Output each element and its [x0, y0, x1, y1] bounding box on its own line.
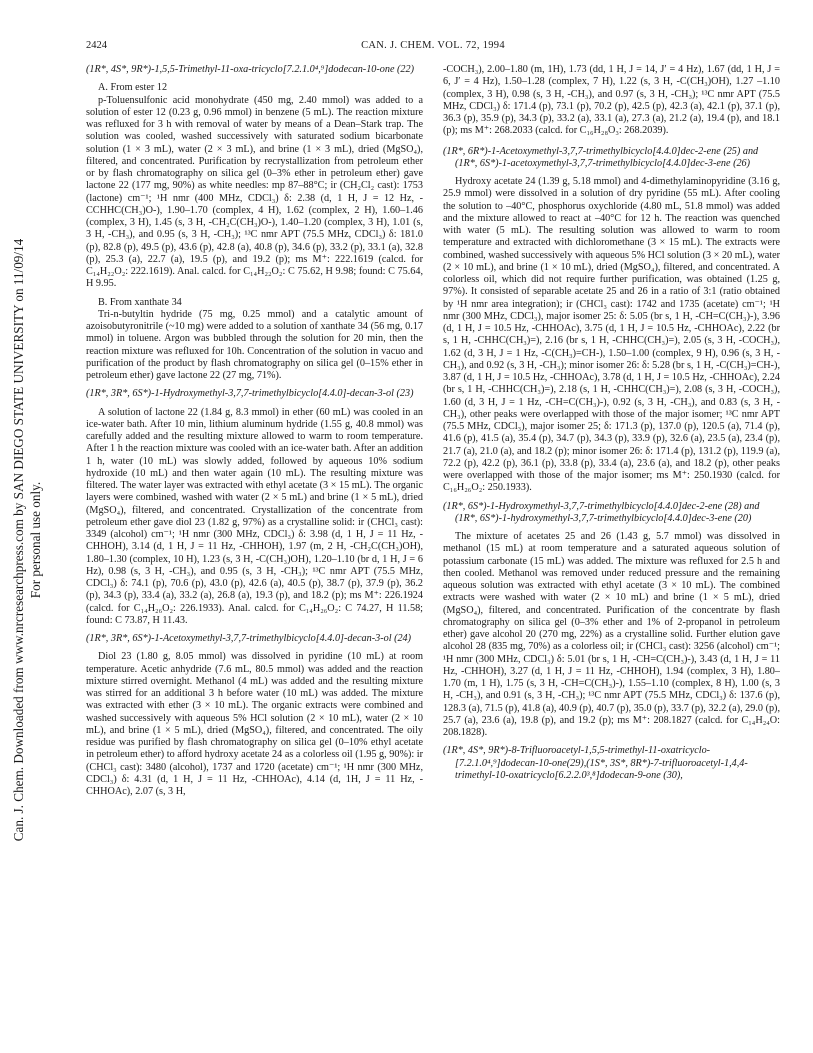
- page-header: [86, 40, 780, 58]
- compound-28-20-title: (1R*, 6S*)-1-Hydroxymethyl-3,7,7-trimethylbicyclo[4.4.0]dec-2-ene (28) and (1R*, 6S*)-1-hydroxymethyl-3,7,7-trimethylbicyclo[4.4.0]dec-3-ene (20): [443, 500, 760, 524]
- method-a-heading: A. From ester 12: [98, 82, 168, 94]
- right-column: [443, 64, 780, 1036]
- compound-28-20-paragraph: The mixture of acetates 25 and 26 (1.43 g, 5.7 mmol) was dissolved in methanol (15 mL) at room temperature and a saturated aqueous solution of potassium carbonate (15 mL) was added. The mixture was refluxed for 2.5 h and then cooled. Methanol was removed under reduced pressure and the remaining aqueous solution was extracted with ethyl acetate (3 × 10 mL). The combined extracts were washed with water (2 × 10 mL) and brine (1 × 5 mL), dried (MgSO₄), filtered, and concentrated. Purification of the concentrate by flash chromatography on silica gel (0–3% ether and 1% of 2-propanol in petroleum ether) gave alcohol 20 (270 mg, 22%) as a crystalline solid. Further elution gave alcohol 28 (835 mg, 70%) as a colorless oil; ir (CHCl₃ cast): 3256 (alcohol) cm⁻¹; ¹H nmr (300 MHz, CDCl₃) δ: 5.01 (br s, 1 H, -CH=C(CH₃)-), 3.43 (d, 1 H, J = 11 Hz, -CHHOH), 3.27 (d, 1 H, J = 11 Hz, -CHHOH), 1.94 (complex, 3 H), 1.80–1.70 (m, 1 H), 1.75 (s, 3 H, -CH=C(CH₃)-), 1.55–1.10 (complex, 8 H), 1.00 (s, 3 H, -CH₃), and 0.91 (s, 3 H, -CH₃); ¹³C nmr APT (75.5 MHz, CDCl₃) δ: 137.6 (p), 128.3 (a), 71.5 (p), 41.8 (a), 40.9 (p), 40.7 (p), 35.0 (p), 33.7 (p), 32.2 (a), 29.0 (p), 25.7 (a), 23.6 (a), 19.8 (p), and 19.2 (p); ms M⁺: 208.1827 (calcd. for C₁₄H₂₄O: 208.1828).: [443, 531, 780, 738]
- left-column: [86, 64, 423, 1036]
- compound-23-paragraph: A solution of lactone 22 (1.84 g, 8.3 mmol) in ether (60 mL) was cooled in an ice-water bath. After 10 min, lithium aluminum hydride (1.55 g, 40.8 mmol) was carefully added and the resulting mixture allowed to warm to room temperature. After 1 h the reaction mixture was cooled with an ice-water bath. After an addition 1 h, water (10 mL) was slowly added, followed by aqueous 10% sodium hydroxide (10 mL) and then water again (10 mL). The resulting mixture was filtered. The water layer was extracted with ethyl acetate (3 × 15 mL). The organic layers were combined, washed with water (2 × 5 mL) and brine (1 × 5 mL), dried (MgSO₄), filtered, and concentrated. Crystallization of the concentrate from petroleum ether gave diol 23 (1.82 g, 97%) as a crystalline solid: ir (CHCl₃ cast): 3349 (alcohol) cm⁻¹; ¹H nmr (300 MHz, CDCl₃) δ: 3.98 (d, 1 H, J = 11 Hz, -CHHOH), 3.14 (d, 1 H, J = 11 Hz, -CHHOH), 1.97 (m, 2 H, -CH₂C(CH₃)OH), 1.80–1.30 (complex, 10 H), 1.23 (s, 3 H, -C(CH₃)OH), 1.20–1.10 (br d, 1 H, J = 6 Hz), 0.98 (s, 3 H, -CH₃), and 0.95 (s, 3 H, -CH₃); ¹³C nmr APT (75.5 MHz, CDCl₃) δ: 74.1 (p), 70.6 (p), 43.0 (p), 42.6 (a), 40.5 (p), 38.7 (p), 37.9 (p), 36.2 (p), 34.3 (p), 33.4 (a), 33.2 (a), 26.8 (a), 19.3 (p), and 18.2 (p); ms M⁺: 226.1924 (calcd. for C₁₄H₂₆O₂: 226.1933). Anal. calcd. for C₁₄H₂₆O₂: C 74.27, H 11.58; found: C 73.87, H 11.43.: [86, 406, 423, 626]
- method-b-paragraph: Tri-n-butyltin hydride (75 mg, 0.25 mmol) and a catalytic amount of azoisobutyronitrile (~10 mg) were added to a solution of xanthate 34 (56 mg, 0.17 mmol) in toluene. Argon was bubbled through the solution for 20 min, then the reaction mixture was refluxed for 10h. Concentration of the solution in vacuo and purification of the product by flash chromatography on silica gel (0–15% ether in petroleum ether) gave lactone 22 (27 mg, 71%).: [86, 308, 423, 381]
- method-a-paragraph: p-Toluensulfonic acid monohydrate (450 mg, 2.40 mmol) was added to a solution of ester 12 (0.23 g, 0.96 mmol) in benzene (5 mL). The reaction mixture was refluxed for 3 h with removal of water by means of a Dean–Stark trap. The solution was cooled, washed successively with saturated sodium bicarbonate solution (1 × 3 mL), water (2 × 3 mL), and brine (1 × 3 mL), dried (MgSO₄), filtered, and concentrated. Purification by recrystallization from petroleum ether or by flash chromatography on silica gel (0–3% ether in petroleum ether) gave lactone 22 (177 mg, 90%) as white needles: mp 87–88°C; ir (CH₂Cl₂ cast): 1753 (lactone) cm⁻¹; ¹H nmr (400 MHz, CDCl₃) δ: 2.38 (d, 1 H, J = 12 Hz, -CCHHC(CH₃)O-), 1.90–1.70 (complex, 4 H), 1.62 (complex, 2 H), 1.60–1.46 (complex, 3 H), 1.45 (s, 3 H, -CH₂C(CH₃)O-), 1.40–1.20 (complex, 3 H), 1.01 (s, 3 H, -CH₃), and 0.95 (s, 3 H, -CH₃); ¹³C nmr APT (75.5 MHz, CDCl₃) δ: 181.0 (p), 82.8 (p), 49.5 (p), 43.6 (p), 42.8 (a), 40.8 (p), 34.6 (p), 33.2 (p), 33.1 (a), 32.8 (p), 25.3 (a), 22.7 (a), 19.5 (p), and 19.2 (p); ms M⁺: 222.1619 (calcd. for C₁₄H₂₂O₂: 222.1619). Anal. calcd. for C₁₄H₂₂O₂: C 75.62, H 9.98; found: C 75.64, H 9.95.: [86, 94, 423, 290]
- compound-29-30-title: (1R*, 4S*, 9R*)-8-Trifluoroacetyl-1,5,5-trimethyl-11-oxatricyclo-[7.2.1.0⁴,⁹]dodecan-10-one(29),(1S*, 3S*, 8R*)-7-trifluoroacetyl-1,4,4-trimethyl-10-oxatricyclo[6.2.2.0³,⁸]dodecan-9-one (30),: [443, 745, 748, 781]
- compound-24-paragraph-continued: -COCH₃), 2.00–1.80 (m, 1H), 1.73 (dd, 1 H, J = 14, J′ = 4 Hz), 1.67 (dd, 1 H, J = 6, J′ = 4 Hz), 1.50–1.28 (complex, 7 H), 1.22 (s, 3 H, -C(CH₃)OH), 1.27 –1.10 (complex, 3 H), 0.98 (s, 3 H, -CH₃), and 0.97 (s, 3 H, -CH₃); ¹³C nmr APT (75.5 MHz, CDCl₃) δ: 171.4 (p), 73.1 (p), 70.2 (p), 42.5 (p), 42.3 (a), 42.1 (p), 37.1 (p), 36.3 (p), 35.9 (p), 34.3 (p), 33.2 (a), 33.1 (a), 27.3 (a), 21.2 (a), 19.4 (p), and 18.1 (p); ms M⁺: 268.2033 (calcd. for C₁₆H₂₈O₃: 268.2039).: [443, 64, 780, 137]
- running-head: CAN. J. CHEM. VOL. 72, 1994: [361, 40, 505, 51]
- compound-25-26-title: (1R*, 6R*)-1-Acetoxymethyl-3,7,7-trimethylbicyclo[4.4.0]dec-2-ene (25) and (1R*, 6S*)-1-acetoxymethyl-3,7,7-trimethylbicyclo[4.4.0]dec-3-ene (26): [443, 145, 759, 169]
- download-watermark: [4, 40, 50, 1040]
- compound-24-title: (1R*, 3R*, 6S*)-1-Acetoxymethyl-3,7,7-trimethylbicyclo[4.4.0]-decan-3-ol (24): [86, 633, 412, 644]
- watermark-line-2: For personal use only.: [28, 481, 43, 599]
- compound-23-title: (1R*, 3R*, 6S*)-1-Hydroxymethyl-3,7,7-trimethylbicyclo[4.4.0]-decan-3-ol (23): [86, 388, 414, 400]
- compound-25-26-paragraph: Hydroxy acetate 24 (1.39 g, 5.18 mmol) and 4-dimethylaminopyridine (3.16 g, 25.9 mmol) were dissolved in a solution of dry pyridine (55 mL). After cooling the solution to –40°C, phosphorus oxychloride (4.80 mL, 51.8 mmol) was added and the mixture allowed to react at –40°C for 12 h. The reaction was quenched with water (5 mL). The resulting solution was allowed to warm to room temperature and extracted with dichloromethane (3 × 15 mL). The extracts were combined, washed successively with aqueous 5% HCl solution (3 × 20 mL), water (2 × 10 mL), and brine (1 × 10 mL), dried (MgSO₄), filtered, and concentrated. A colorless oil, which did not require further purification, was obtained (1.25 g, 97%). It consisted of separable acetate 25 and 26 in a ratio of 3:1 (ratio obtained by ¹H nmr area integration); ir (CHCl₃ cast): 1742 and 1735 (acetate) cm⁻¹; ¹H nmr (300 MHz, CDCl₃), major isomer 25: δ: 5.05 (br s, 1 H, -CH=C(CH₃)-), 3.96 (d, 1 H, J = 10.5 Hz, -CHHOAc), 3.75 (d, 1 H, J = 10.5 Hz, -CHHOAc), 2.22 (br s, 1 H, -CHHC(CH₃)=), 2.16 (br s, 1 H, -CHHC(CH₃)=), 2.05 (s, 3 H, -COCH₃), 1.62 (d, 3 H, J = 1 Hz, -C(CH₃)=CH-), 1.50–1.00 (complex, 9 H), 0.96 (s, 3 H, -CH₃), and 0.92 (s, 3 H, -CH₃); minor isomer 26: δ: 5.28 (br s, 1 H, -C(CH₃)=CH-), 3.87 (d, 1 H, J = 10.5 Hz, -CHHOAc), 3.78 (d, 1 H, J = 10.5 Hz, -CHHOAc), 2.24 (br s, 1 H, -CHHC(CH₃)=), 2.18 (s, 1 H, -CHHC(CH₃)=), 2.08 (s, 3 H, -COCH₃), 1.60 (d, 3 H, J = 1 Hz, -CH=C(CH₃)-), 0.92 (s, 3 H, -CH₃), and 0.83 (s, 3 H, -CH₃), other peaks were overlapped with those of the major isomer; ¹³C nmr APT (75.5 MHz, CDCl₃), major isomer 25; δ: 171.3 (p), 137.0 (p), 120.5 (a), 71.4 (p), 41.6 (p), 41.5 (a), 35.4 (p), 34.7 (p), 34.3 (p), 33.9 (p), 32.6 (a), 23.5 (a), 23.4 (p), 21.7 (a), 21.0 (a), and 18.2 (p); minor isomer 26: δ: 171.4 (p), 131.2 (p), 119.9 (a), 72.2 (p), 42.2 (p), 36.1 (p), 33.8 (p), 33.4 (a), 23.6 (a), and 18.2 (p), other peaks were overlapped with those of the major isomer; ms M⁺: 250.1930 (calcd. for C₁₆H₂₆O₂: 250.1933).: [443, 176, 780, 494]
- compound-24-paragraph: Diol 23 (1.80 g, 8.05 mmol) was dissolved in pyridine (10 mL) at room temperature. Acetic anhydride (7.6 mL, 80.5 mmol) was added and the reaction mixture stirred overnight. Methanol (4 mL) was added and the resulting mixture was stirred for an additional 3 h before water (10 mL) was added. The mixture was extracted with ether (3 × 10 mL). The organic extracts were combined and washed successively with aqueous 5% HCl solution (2 × 10 mL), water (2 × 10 mL), and brine (1 × 5 mL), dried (MgSO₄), filtered, and concentrated. The oily residue was purified by flash chromatography on silica gel (0–10% ethyl acetate in petroleum ether) to afford hydroxy acetate 24 as a colorless oil (1.95 g, 90%): ir (CHCl₃ cast): 3480 (alcohol), 1737 and 1720 (acetate) cm⁻¹; ¹H nmr (300 MHz, CDCl₃) δ: 4.31 (d, 1 H, J = 11 Hz, -CHHOAc), 4.14 (d, 1H, J = 11 Hz, -CHHOAc), 2.07 (s, 3 H,: [86, 651, 423, 797]
- method-b-heading: B. From xanthate 34: [98, 296, 182, 308]
- compound-22-title: (1R*, 4S*, 9R*)-1,5,5-Trimethyl-11-oxa-tricyclo[7.2.1.0⁴,⁹]dodecan-10-one (22): [86, 64, 415, 75]
- watermark-line-1: Can. J. Chem. Downloaded from www.nrcresearchpress.com by SAN DIEGO STATE UNIVERSITY on 11/09/14: [11, 238, 26, 842]
- page-number: 2424: [86, 40, 107, 51]
